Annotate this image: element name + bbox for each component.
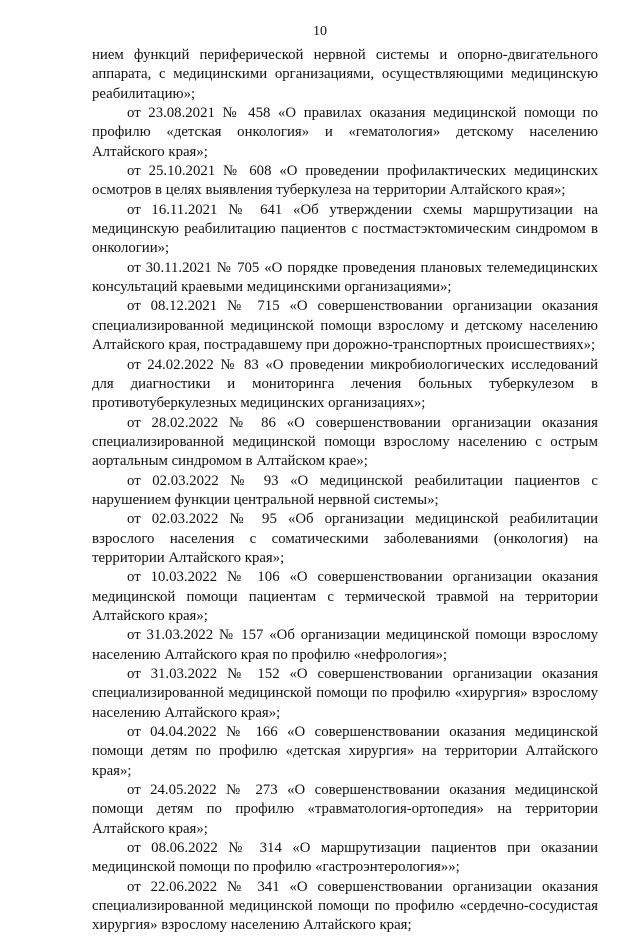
paragraph: от 25.10.2021 № 608 «О проведении профилактических медицинских осмотров в целях выявления туберкулеза на территории Алтайского края»;	[92, 163, 598, 199]
paragraph: от 02.03.2022 № 93 «О медицинской реабилитации пациентов с нарушением функции центральной нервной системы»;	[92, 472, 598, 508]
paragraph: от 24.02.2022 № 83 «О проведении микробиологических исследований для диагностики и мониторинга лечения больных туберкулезом в противотуберкулезных медицинских организациях»;	[92, 356, 598, 412]
document-body	[92, 46, 598, 936]
paragraph: от 08.12.2021 № 715 «О совершенствовании организации оказания специализированной медицинской помощи взрослому и детскому населению Алтайского края, пострадавшему при дорожно-транспортных происшествиях»;	[92, 298, 598, 354]
paragraph: от 28.02.2022 № 86 «О совершенствовании организации оказания специализированной медицинской помощи взрослому населению с острым аортальным синдромом в Алтайском крае»;	[92, 414, 598, 470]
paragraph: от 31.03.2022 № 157 «Об организации медицинской помощи взрослому населению Алтайского края по профилю «нефрология»;	[92, 627, 598, 663]
paragraph: от 31.03.2022 № 152 «О совершенствовании организации оказания специализированной медицинской помощи по профилю «хирургия» взрослому населению Алтайского края»;	[92, 666, 598, 721]
paragraph: от 08.06.2022 № 314 «О маршрутизации пациентов при оказании медицинской помощи по профилю «гастроэнтерология»»;	[92, 840, 598, 876]
paragraph: от 02.03.2022 № 95 «Об организации медицинской реабилитации взрослого населения с соматическими заболеваниями (онкология) на территории Алтайского края»;	[92, 511, 598, 566]
paragraph: от 22.06.2022 № 341 «О совершенствовании организации оказания специализированной медицинской помощи по профилю «сердечно-сосудистая хирургия» взрослому населению Алтайского края;	[92, 878, 598, 934]
paragraph: нием функций периферической нервной системы и опорно-двигательного аппарата, с медицинскими организациями, осуществляющими медицинскую реабилитацию»;	[92, 47, 598, 102]
paragraph: от 10.03.2022 № 106 «О совершенствовании организации оказания медицинской помощи пациентам с термической травмой на территории Алтайского края»;	[92, 569, 598, 624]
page-number: 10	[313, 24, 327, 39]
paragraph: от 24.05.2022 № 273 «О совершенствовании оказания медицинской помощи детям по профилю «травматология-ортопедия» на территории Алтайского края»;	[92, 782, 598, 837]
paragraph: от 16.11.2021 № 641 «Об утверждении схемы маршрутизации на медицинскую реабилитацию пациентов с постмастэктомическим синдромом в онкологии»;	[92, 201, 598, 257]
paragraph: от 30.11.2021 № 705 «О порядке проведения плановых телемедицинских консультаций краевыми медицинскими организациями»;	[92, 259, 598, 296]
paragraph: от 23.08.2021 № 458 «О правилах оказания медицинской помощи по профилю «детская онкология» и «гематология» детскому населению Алтайского края»;	[92, 105, 598, 160]
paragraph: от 04.04.2022 № 166 «О совершенствовании оказания медицинской помощи детям по профилю «детская хирургия» на территории Алтайского края»;	[92, 724, 598, 779]
